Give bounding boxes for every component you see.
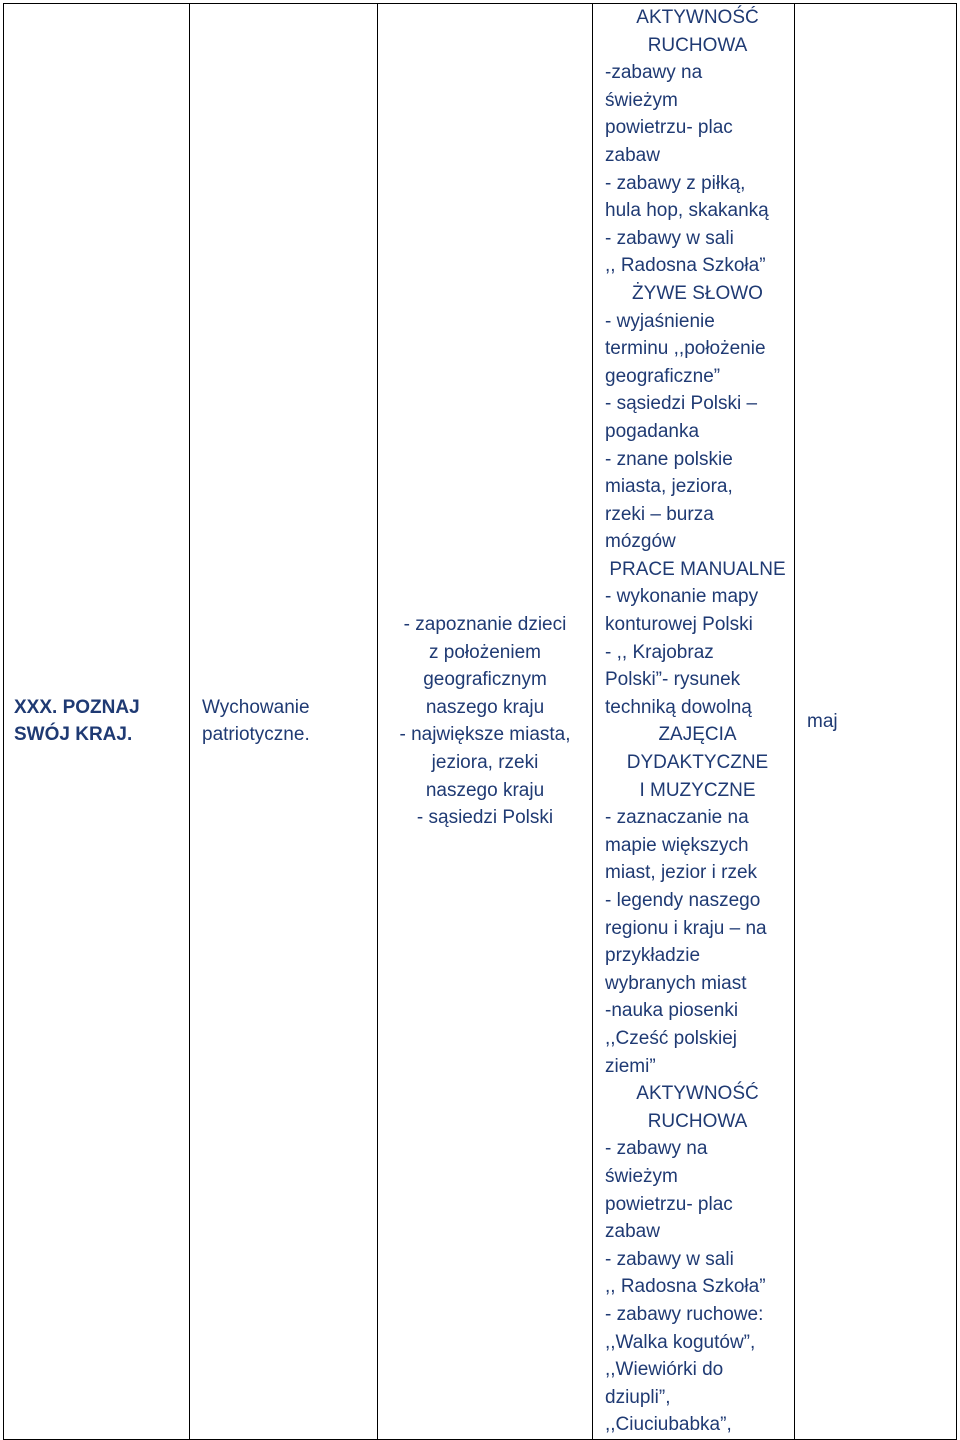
activity-line: ,,Ciuciubabka”, [605, 1414, 732, 1436]
activity-line: zabaw [605, 1221, 660, 1243]
activity-line: ,,Wiewiórki do [605, 1359, 724, 1381]
activity-line: - zabawy w sali [605, 227, 734, 249]
goal-line: - największe miasta, [399, 724, 571, 746]
activity-line: - zaznaczanie na [605, 807, 749, 829]
activity-heading: RUCHOWA [647, 1110, 748, 1132]
activity-heading: AKTYWNOŚĆ [636, 7, 759, 28]
goals-cell [378, 4, 593, 1440]
goal-line: jeziora, rzeki [431, 752, 539, 774]
activity-line: - zabawy w sali [605, 1248, 734, 1270]
activity-line: - zabawy z piłką, [605, 172, 746, 194]
activity-heading: AKTYWNOŚĆ [636, 1083, 759, 1105]
activity-line: ,,Cześć polskiej [605, 1027, 737, 1049]
activity-heading: PRACE MANUALNE [609, 558, 786, 580]
activity-line: mózgów [605, 531, 676, 553]
activity-line: pogadanka [605, 420, 700, 442]
activity-heading: ZAJĘCIA [658, 724, 737, 746]
activity-line: ,, Radosna Szkoła” [605, 255, 766, 277]
goal-line: naszego kraju [425, 779, 545, 801]
goal-line: geograficznym [423, 669, 547, 691]
activity-line: przykładzie [605, 945, 701, 967]
activity-heading: ŻYWE SŁOWO [632, 282, 763, 304]
activity-line: - legendy naszego [605, 890, 761, 911]
area-line: patriotyczne. [202, 724, 310, 746]
activity-line: geograficzne” [605, 365, 721, 387]
activity-line: konturowej Polski [605, 614, 753, 636]
activity-line: regionu i kraju – na [605, 917, 767, 939]
activity-line: - zabawy ruchowe: [605, 1303, 764, 1325]
activity-line: rzeki – burza [605, 503, 714, 525]
activity-line: - wyjaśnienie [605, 310, 715, 332]
activities-cell [593, 4, 795, 1440]
lesson-plan-table [3, 3, 957, 1440]
activity-line: techniką dowolną [605, 696, 752, 718]
education-area-cell [190, 4, 378, 1440]
activity-heading: RUCHOWA [647, 34, 748, 56]
goal-line: - sąsiedzi Polski [416, 807, 554, 829]
activity-line: świeżym [605, 1165, 678, 1187]
activity-line: powietrzu- plac [605, 117, 733, 139]
activity-heading: DYDAKTYCZNE [626, 752, 769, 774]
month-label: maj [807, 710, 838, 732]
activity-line: mapie większych [605, 834, 749, 856]
goals-list [378, 611, 592, 832]
activities-list [605, 4, 790, 1439]
activity-line: - sąsiedzi Polski – [605, 393, 758, 415]
activity-line: -nauka piosenki [605, 1000, 739, 1022]
activity-line: ziemi” [605, 1055, 656, 1077]
topic-cell [4, 4, 190, 1440]
topic-line: SWÓJ KRAJ. [14, 724, 133, 746]
goal-line: z położeniem [429, 641, 541, 663]
activity-heading: I MUZYCZNE [639, 779, 756, 801]
activity-line: dziupli”, [605, 1386, 671, 1408]
topic-line: XXX. POZNAJ [14, 696, 140, 718]
activity-line: ,,Walka kogutów”, [605, 1331, 756, 1353]
activity-line: ,, Radosna Szkoła” [605, 1276, 766, 1298]
area-line: Wychowanie [202, 696, 310, 718]
activity-line: hula hop, skakanką [605, 200, 769, 222]
activity-line: - wykonanie mapy [605, 586, 759, 608]
activity-line: świeżym [605, 89, 678, 111]
activity-line: miasta, jeziora, [605, 476, 733, 498]
month-cell [795, 4, 957, 1440]
goal-line: naszego kraju [425, 696, 545, 718]
activity-line: -zabawy na [605, 62, 703, 84]
activity-line: - znane polskie [605, 448, 733, 470]
activity-line: wybranych miast [605, 972, 747, 994]
goal-line: - zapoznanie dzieci [403, 614, 567, 636]
table-row [4, 4, 957, 1440]
activity-line: - ,, Krajobraz [605, 641, 714, 663]
activity-line: zabaw [605, 144, 660, 166]
activity-line: Polski”- rysunek [605, 669, 741, 691]
activity-line: terminu ,,położenie [605, 338, 766, 360]
activity-line: - zabawy na [605, 1138, 708, 1160]
activity-line: miast, jezior i rzek [605, 862, 758, 884]
activity-line: powietrzu- plac [605, 1193, 733, 1215]
